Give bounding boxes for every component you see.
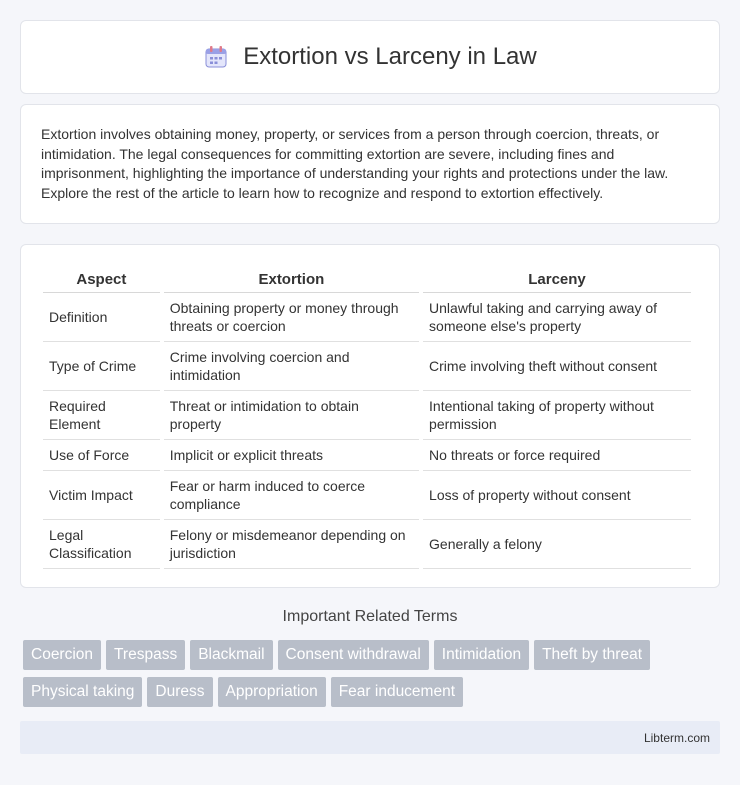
tag-theft-by-threat[interactable]: Theft by threat [534, 640, 650, 670]
header-card [20, 20, 720, 94]
table-row [43, 471, 691, 520]
tag-blackmail[interactable]: Blackmail [190, 640, 272, 670]
row-extortion: Implicit or explicit threats [164, 440, 419, 471]
intro-card [20, 104, 720, 224]
tag-fear-inducement[interactable]: Fear inducement [331, 677, 463, 707]
table-row [43, 440, 691, 471]
row-larceny: Loss of property without consent [423, 471, 691, 520]
page-title: Extortion vs Larceny in Law [243, 43, 537, 70]
header-extortion: Extortion [164, 265, 419, 293]
header-larceny: Larceny [423, 265, 691, 293]
row-extortion: Felony or misdemeanor depending on jurisdiction [164, 520, 419, 569]
row-larceny: Generally a felony [423, 520, 691, 569]
header-aspect: Aspect [43, 265, 160, 293]
row-aspect: Definition [43, 293, 160, 342]
table-row [43, 293, 691, 342]
tag-row-2 [23, 677, 723, 707]
row-extortion: Fear or harm induced to coerce compliance [164, 471, 419, 520]
row-larceny: Intentional taking of property without permission [423, 391, 691, 440]
row-extortion: Crime involving coercion and intimidation [164, 342, 419, 391]
tag-trespass[interactable]: Trespass [106, 640, 185, 670]
tag-consent-withdrawal[interactable]: Consent withdrawal [278, 640, 429, 670]
related-tags [23, 640, 723, 714]
comparison-table [39, 265, 695, 569]
row-aspect: Victim Impact [43, 471, 160, 520]
tag-coercion[interactable]: Coercion [23, 640, 101, 670]
row-larceny: Unlawful taking and carrying away of someone else's property [423, 293, 691, 342]
row-extortion: Obtaining property or money through threats or coercion [164, 293, 419, 342]
calendar-icon [203, 44, 229, 70]
row-aspect: Use of Force [43, 440, 160, 471]
table-header-row [43, 265, 691, 293]
row-larceny: No threats or force required [423, 440, 691, 471]
table-row [43, 520, 691, 569]
tag-physical-taking[interactable]: Physical taking [23, 677, 142, 707]
tag-appropriation[interactable]: Appropriation [218, 677, 326, 707]
row-aspect: Required Element [43, 391, 160, 440]
comparison-table-card [20, 244, 720, 588]
footer [20, 721, 720, 754]
row-larceny: Crime involving theft without consent [423, 342, 691, 391]
tag-duress[interactable]: Duress [147, 677, 212, 707]
intro-text: Extortion involves obtaining money, property, or services from a person through coercion, threats, or intimidation. The legal consequences for committing extortion are severe, including fines and imprisonment, highlighting the importance of understanding your rights and protections under the law. Explore the rest of the article to learn how to recognize and respond to extortion effectively. [41, 126, 669, 201]
table-row [43, 342, 691, 391]
tag-intimidation[interactable]: Intimidation [434, 640, 529, 670]
row-aspect: Legal Classification [43, 520, 160, 569]
tag-row-1 [23, 640, 723, 670]
footer-site-link[interactable]: Libterm.com [643, 730, 710, 745]
title-wrap [203, 43, 536, 71]
row-extortion: Threat or intimidation to obtain property [164, 391, 419, 440]
related-terms-title: Important Related Terms [282, 608, 458, 625]
row-aspect: Type of Crime [43, 342, 160, 391]
table-row [43, 391, 691, 440]
